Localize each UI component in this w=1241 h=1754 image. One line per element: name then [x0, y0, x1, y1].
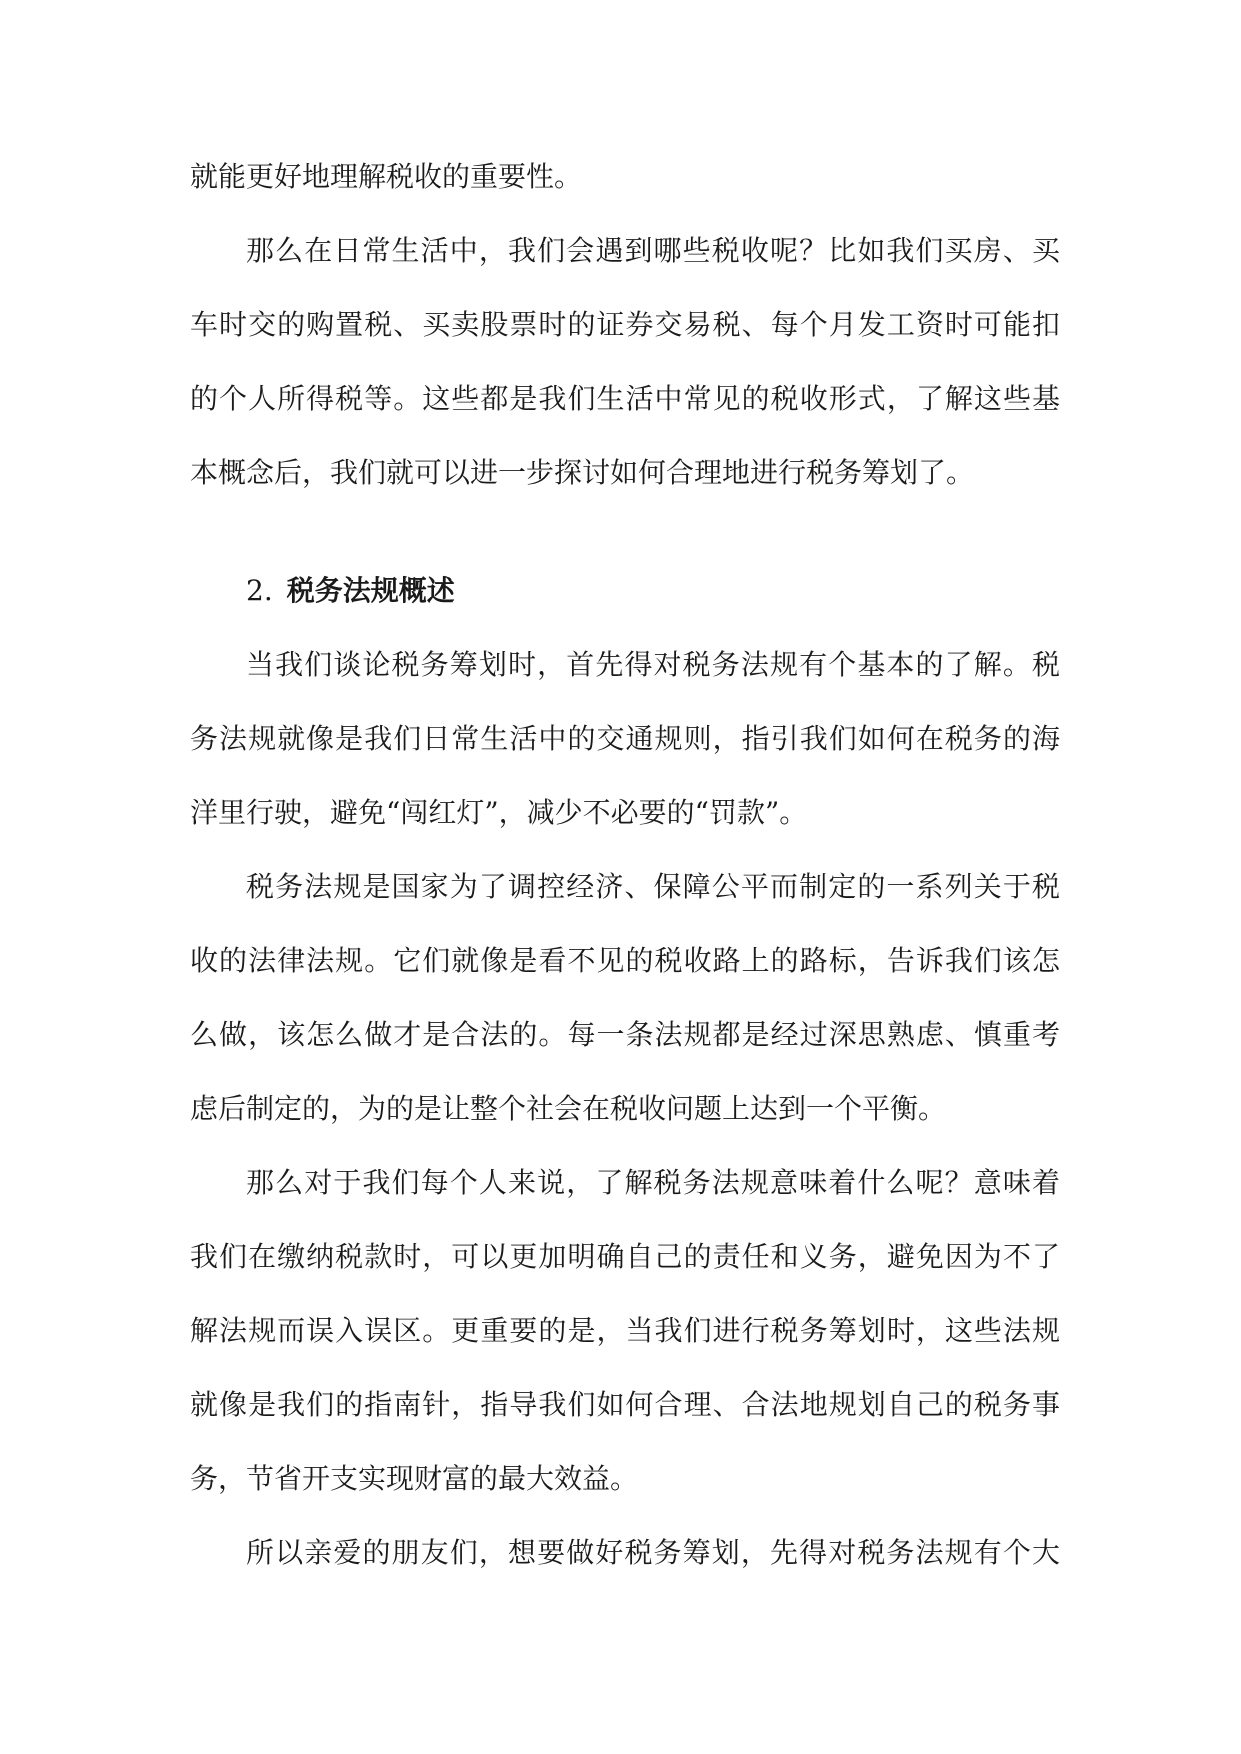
text-line: 虑后制定的，为的是让整个社会在税收问题上达到一个平衡。	[190, 1092, 947, 1125]
page-content	[190, 140, 1060, 1590]
text-line: 就像是我们的指南针，指导我们如何合理、合法地规划自己的税务事	[190, 1388, 1060, 1421]
section-title: 税务法规概述	[286, 574, 455, 607]
text-line: 解法规而误入误区。更重要的是，当我们进行税务筹划时，这些法规	[190, 1314, 1060, 1347]
text-line: 洋里行驶，避免“闯红灯”，减少不必要的“罚款”。	[190, 796, 808, 829]
text-line: 那么在日常生活中，我们会遇到哪些税收呢？比如我们买房、买	[246, 234, 1060, 267]
text-line: 务法规就像是我们日常生活中的交通规则，指引我们如何在税务的海	[190, 722, 1060, 755]
paragraph-continuation: 就能更好地理解税收的重要性。	[190, 160, 583, 193]
section-heading	[190, 554, 1060, 628]
paragraph-tax-law-definition	[190, 850, 1060, 1146]
section-spacer	[190, 510, 1060, 554]
text-line: 收的法律法规。它们就像是看不见的税收路上的路标，告诉我们该怎	[190, 944, 1060, 977]
text-line: 车时交的购置税、买卖股票时的证券交易税、每个月发工资时可能扣	[190, 308, 1060, 341]
section-number: 2.	[246, 574, 273, 607]
text-line: 务，节省开支实现财富的最大效益。	[190, 1462, 639, 1495]
text-line: 那么对于我们每个人来说，了解税务法规意味着什么呢？意味着	[246, 1166, 1060, 1199]
text-line: 的个人所得税等。这些都是我们生活中常见的税收形式，了解这些基	[190, 382, 1060, 415]
paragraph-tax-law-meaning	[190, 1146, 1060, 1516]
text-line: 么做，该怎么做才是合法的。每一条法规都是经过深思熟虑、慎重考	[190, 1018, 1060, 1051]
text-line: 所以亲爱的朋友们，想要做好税务筹划，先得对税务法规有个大	[246, 1536, 1060, 1569]
text-line: 本概念后，我们就可以进一步探讨如何合理地进行税务筹划了。	[190, 456, 975, 489]
paragraph-tax-law-intro	[190, 628, 1060, 850]
text-line: 当我们谈论税务筹划时，首先得对税务法规有个基本的了解。税	[246, 648, 1060, 681]
text-line: 我们在缴纳税款时，可以更加明确自己的责任和义务，避免因为不了	[190, 1240, 1060, 1273]
paragraph-daily-taxes	[190, 214, 1060, 510]
text-line: 税务法规是国家为了调控经济、保障公平而制定的一系列关于税	[246, 870, 1060, 903]
paragraph-conclusion	[190, 1516, 1060, 1590]
